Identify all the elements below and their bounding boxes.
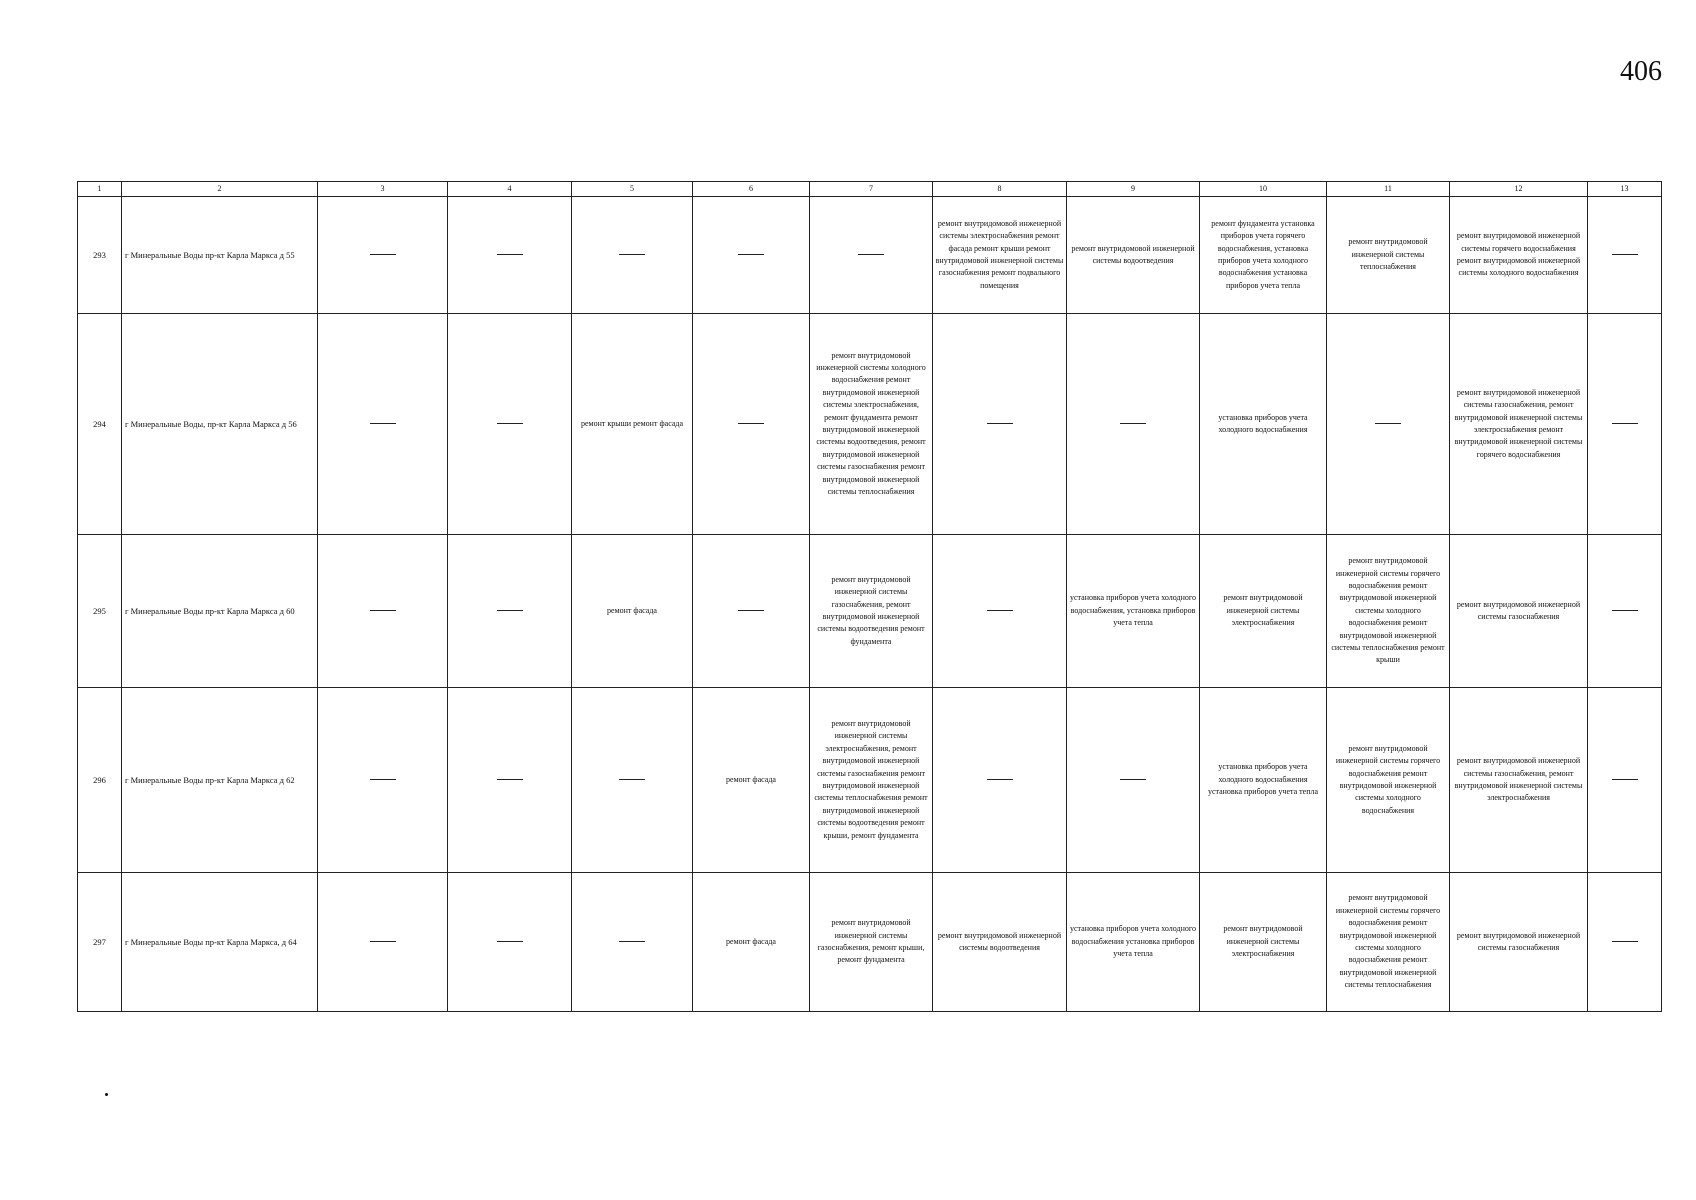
empty-cell-c8: [933, 688, 1067, 873]
dash-mark: [619, 254, 645, 255]
row-number-cell: 295: [78, 535, 122, 688]
empty-cell-c5: [572, 873, 693, 1012]
dash-mark: [1612, 941, 1638, 942]
column-header: 2: [122, 182, 318, 197]
column-header: 7: [810, 182, 933, 197]
column-header: 13: [1588, 182, 1662, 197]
work-cell-c12: ремонт внутридомовой инженерной системы горячего водоснабжения ремонт внутридомовой инженерной системы холодного водоснабжения: [1450, 197, 1588, 314]
work-cell-c5: ремонт фасада: [572, 535, 693, 688]
dash-mark: [370, 254, 396, 255]
empty-cell-c7: [810, 197, 933, 314]
column-header: 8: [933, 182, 1067, 197]
empty-cell-c3: [318, 873, 448, 1012]
dash-mark: [1612, 423, 1638, 424]
column-header: 12: [1450, 182, 1588, 197]
work-cell-c6: ремонт фасада: [693, 688, 810, 873]
dash-mark: [370, 941, 396, 942]
empty-cell-c4: [448, 873, 572, 1012]
column-number-row: [78, 182, 1662, 197]
column-header: 10: [1200, 182, 1327, 197]
empty-cell-c13: [1588, 197, 1662, 314]
page-number: 406: [1620, 56, 1662, 87]
column-header: 1: [78, 182, 122, 197]
row-number-cell: 294: [78, 314, 122, 535]
dash-mark: [497, 423, 523, 424]
empty-cell-c9: [1067, 688, 1200, 873]
dash-mark: [619, 941, 645, 942]
work-cell-c6: ремонт фасада: [693, 873, 810, 1012]
row-number-cell: 293: [78, 197, 122, 314]
empty-cell-c4: [448, 688, 572, 873]
empty-cell-c6: [693, 197, 810, 314]
empty-cell-c6: [693, 314, 810, 535]
empty-cell-c3: [318, 197, 448, 314]
dash-mark: [1120, 423, 1146, 424]
repair-schedule-table: [77, 181, 1662, 1012]
work-cell-c10: ремонт внутридомовой инженерной системы электроснабжения: [1200, 873, 1327, 1012]
dash-mark: [738, 423, 764, 424]
dash-mark: [370, 423, 396, 424]
dash-mark: [619, 779, 645, 780]
dash-mark: [497, 941, 523, 942]
empty-cell-c5: [572, 688, 693, 873]
dash-mark: [738, 254, 764, 255]
work-cell-c9: ремонт внутридомовой инженерной системы водоотведения: [1067, 197, 1200, 314]
work-cell-c12: ремонт внутридомовой инженерной системы газоснабжения, ремонт внутридомовой инженерной системы электроснабжения: [1450, 688, 1588, 873]
column-header: 5: [572, 182, 693, 197]
empty-cell-c13: [1588, 535, 1662, 688]
empty-cell-c6: [693, 535, 810, 688]
empty-cell-c3: [318, 535, 448, 688]
column-header: 9: [1067, 182, 1200, 197]
work-cell-c7: ремонт внутридомовой инженерной системы газоснабжения, ремонт крыши, ремонт фундамента: [810, 873, 933, 1012]
work-cell-c8: ремонт внутридомовой инженерной системы водоотведения: [933, 873, 1067, 1012]
empty-cell-c4: [448, 314, 572, 535]
work-cell-c11: ремонт внутридомовой инженерной системы горячего водоснабжения ремонт внутридомовой инженерной системы холодного водоснабжения: [1327, 688, 1450, 873]
dash-mark: [370, 779, 396, 780]
work-cell-c12: ремонт внутридомовой инженерной системы газоснабжения: [1450, 535, 1588, 688]
dash-mark: [987, 779, 1013, 780]
dash-mark: [1120, 779, 1146, 780]
table-row: [78, 197, 1662, 314]
work-cell-c11: ремонт внутридомовой инженерной системы теплоснабжения: [1327, 197, 1450, 314]
work-cell-c12: ремонт внутридомовой инженерной системы газоснабжения, ремонт внутридомовой инженерной системы электроснабжения ремонт внутридомовой инженерной системы горячего водоснабжения: [1450, 314, 1588, 535]
address-cell: г Минеральные Воды, пр-кт Карла Маркса д 56: [122, 314, 318, 535]
dash-mark: [1612, 254, 1638, 255]
row-number-cell: 296: [78, 688, 122, 873]
work-cell-c10: установка приборов учета холодного водоснабжения установка приборов учета тепла: [1200, 688, 1327, 873]
work-cell-c5: ремонт крыши ремонт фасада: [572, 314, 693, 535]
empty-cell-c8: [933, 314, 1067, 535]
empty-cell-c11: [1327, 314, 1450, 535]
work-cell-c7: ремонт внутридомовой инженерной системы электроснабжения, ремонт внутридомовой инженерной системы газоснабжения ремонт внутридомовой инженерной системы теплоснабжения ремонт внутридомовой инженерной системы водоотведения ремонт крыши, ремонт фундамента: [810, 688, 933, 873]
empty-cell-c4: [448, 197, 572, 314]
empty-cell-c4: [448, 535, 572, 688]
dash-mark: [1612, 779, 1638, 780]
work-cell-c9: установка приборов учета холодного водоснабжения, установка приборов учета тепла: [1067, 535, 1200, 688]
empty-cell-c13: [1588, 688, 1662, 873]
work-cell-c7: ремонт внутридомовой инженерной системы газоснабжения, ремонт внутридомовой инженерной системы водоотведения ремонт фундамента: [810, 535, 933, 688]
empty-cell-c5: [572, 197, 693, 314]
work-cell-c10: установка приборов учета холодного водоснабжения: [1200, 314, 1327, 535]
dash-mark: [497, 254, 523, 255]
address-cell: г Минеральные Воды пр-кт Карла Маркса д 55: [122, 197, 318, 314]
dash-mark: [858, 254, 884, 255]
empty-cell-c3: [318, 688, 448, 873]
column-header: 6: [693, 182, 810, 197]
work-cell-c11: ремонт внутридомовой инженерной системы горячего водоснабжения ремонт внутридомовой инженерной системы холодного водоснабжения ремонт внутридомовой инженерной системы теплоснабжения ремонт крыши: [1327, 535, 1450, 688]
dash-mark: [987, 610, 1013, 611]
empty-cell-c13: [1588, 873, 1662, 1012]
stray-dot: [105, 1093, 108, 1096]
work-cell-c10: ремонт внутридомовой инженерной системы электроснабжения: [1200, 535, 1327, 688]
empty-cell-c3: [318, 314, 448, 535]
empty-cell-c13: [1588, 314, 1662, 535]
table-row: [78, 314, 1662, 535]
dash-mark: [497, 779, 523, 780]
column-header: 3: [318, 182, 448, 197]
work-cell-c8: ремонт внутридомовой инженерной системы электроснабжения ремонт фасада ремонт крыши ремонт внутридомовой инженерной системы газоснабжения ремонт подвального помещения: [933, 197, 1067, 314]
empty-cell-c9: [1067, 314, 1200, 535]
work-cell-c12: ремонт внутридомовой инженерной системы газоснабжения: [1450, 873, 1588, 1012]
dash-mark: [987, 423, 1013, 424]
address-cell: г Минеральные Воды пр-кт Карла Маркса, д 64: [122, 873, 318, 1012]
table-row: [78, 535, 1662, 688]
column-header: 11: [1327, 182, 1450, 197]
address-cell: г Минеральные Воды пр-кт Карла Маркса д 62: [122, 688, 318, 873]
dash-mark: [738, 610, 764, 611]
row-number-cell: 297: [78, 873, 122, 1012]
dash-mark: [1612, 610, 1638, 611]
work-cell-c11: ремонт внутридомовой инженерной системы горячего водоснабжения ремонт внутридомовой инженерной системы холодного водоснабжения ремонт внутридомовой инженерной системы теплоснабжения: [1327, 873, 1450, 1012]
work-cell-c7: ремонт внутридомовой инженерной системы холодного водоснабжения ремонт внутридомовой инженерной системы электроснабжения, ремонт фундамента ремонт внутридомовой инженерной системы водоотведения, ремонт внутридомовой инженерной системы газоснабжения ремонт внутридомовой инженерной системы теплоснабжения: [810, 314, 933, 535]
dash-mark: [497, 610, 523, 611]
table-row: [78, 688, 1662, 873]
table-row: [78, 873, 1662, 1012]
work-cell-c10: ремонт фундамента установка приборов учета горячего водоснабжения, установка приборов учета холодного водоснабжения установка приборов учета тепла: [1200, 197, 1327, 314]
dash-mark: [370, 610, 396, 611]
column-header: 4: [448, 182, 572, 197]
dash-mark: [1375, 423, 1401, 424]
work-cell-c9: установка приборов учета холодного водоснабжения установка приборов учета тепла: [1067, 873, 1200, 1012]
empty-cell-c8: [933, 535, 1067, 688]
address-cell: г Минеральные Воды пр-кт Карла Маркса д 60: [122, 535, 318, 688]
